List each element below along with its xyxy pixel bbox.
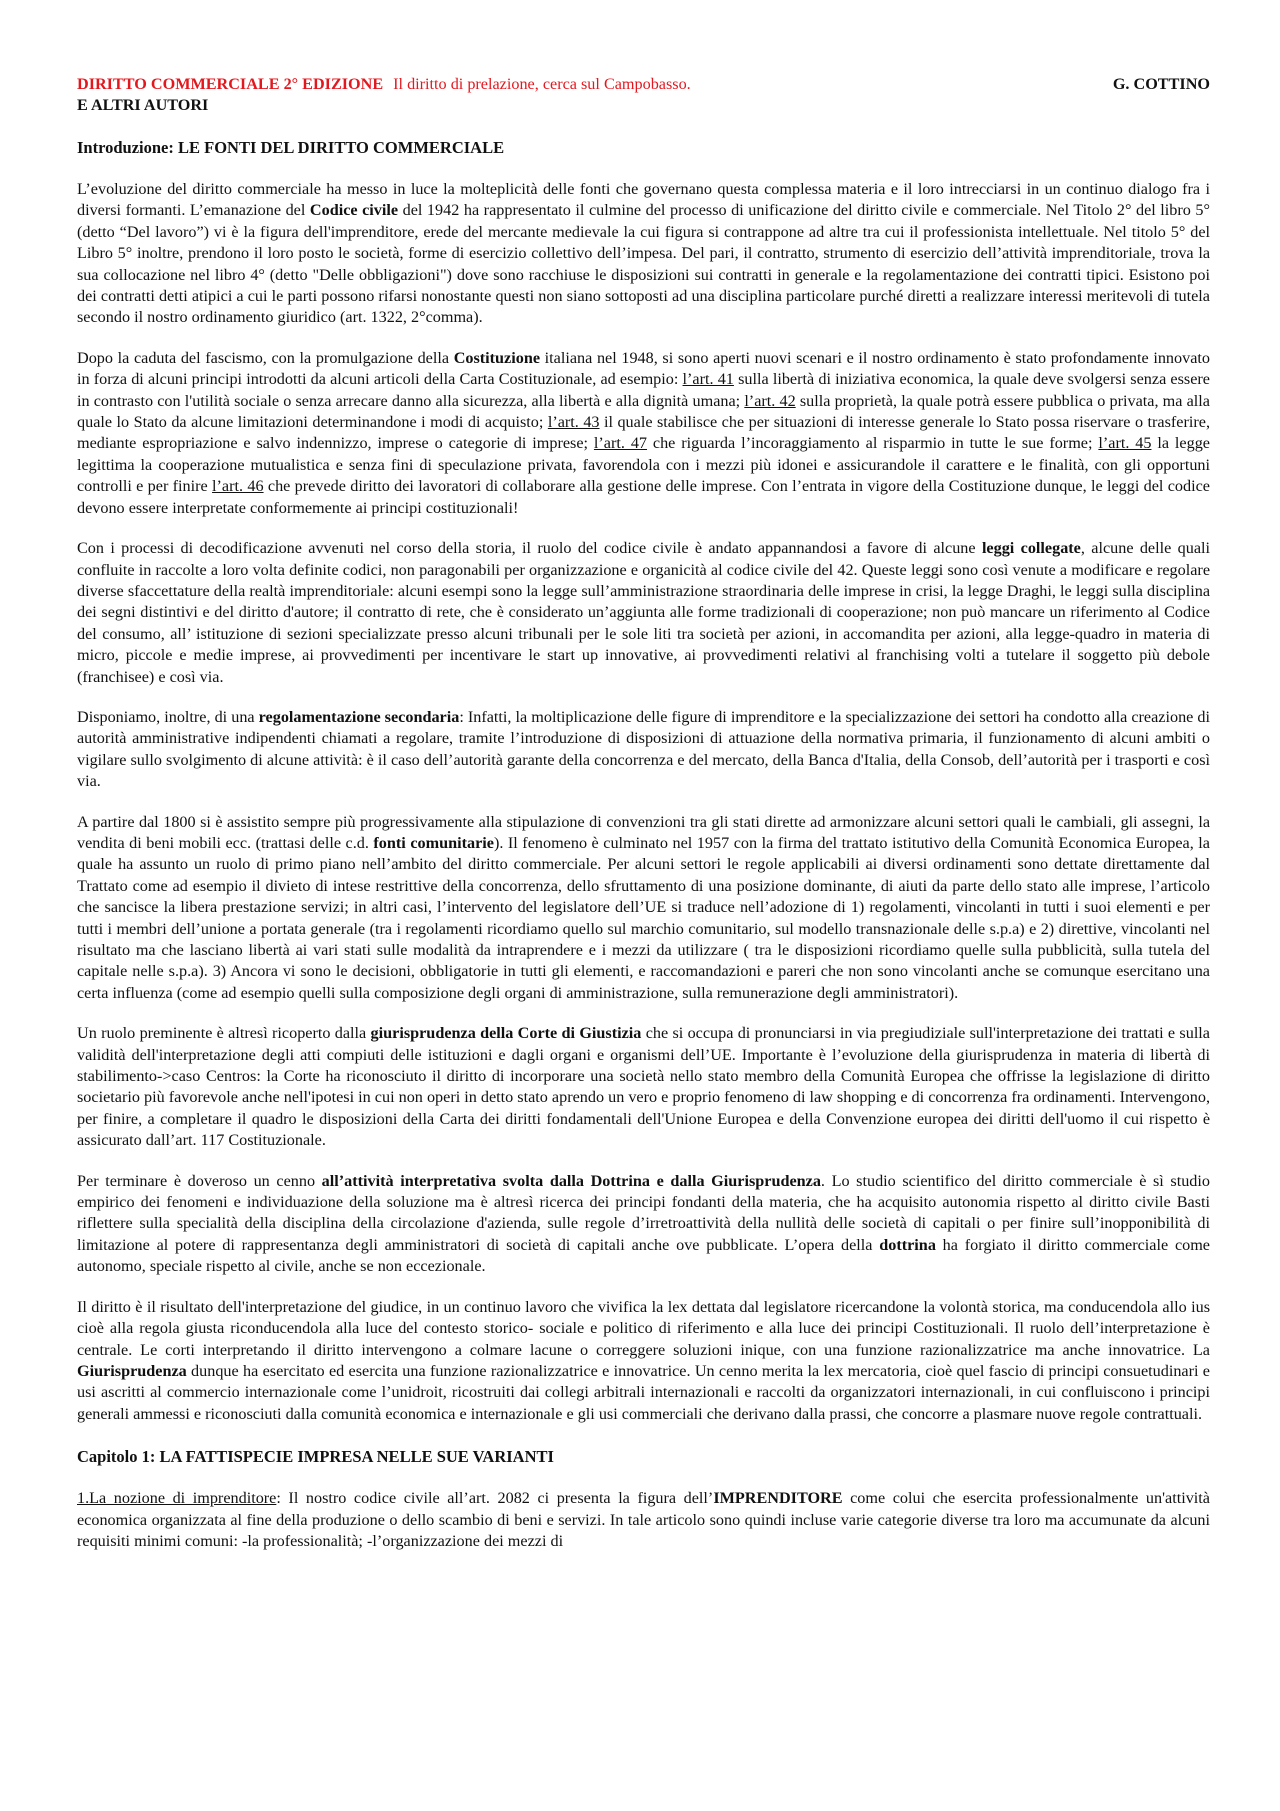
art-47-ref: l’art. 47 [593, 434, 648, 453]
section-title-nozione: 1.La nozione di imprenditore [77, 1489, 277, 1508]
intro-paragraph-7: Per terminare è doveroso un cenno all’attività interpretativa svolta dalla Dottrina e dalla Giurisprudenza. Lo studio scientifico del diritto commerciale è sì studio empirico dei fenomeni e individuazione della soluzione ma è altresì ricerca dei principi fondanti della materia, che ha acquisito autonomia rispetto al diritto civile Basti riflettere sulla specialità della disciplina della circolazione d'azienda, sulle regole d’irretroattività della nullità delle società di capitali o per finire sull’inopponibilità di limitazione al potere di rappresentanza degli amministratori di società di capitali anche ove pubblicate. L’opera della dottrina ha forgiato il diritto commerciale come autonomo, speciale rispetto al civile, anche se non eccezionale. [77, 1171, 1210, 1276]
chapter-1-heading: Capitolo 1: LA FATTISPECIE IMPRESA NELLE SUE VARIANTI [77, 1447, 554, 1467]
intro-paragraph-8: Il diritto è il risultato dell'interpretazione del giudice, in un continuo lavoro che vivifica la lex dettata dal legislatore ricercandone la volontà storica, ma conducendola allo ius cioè alla regola giusta riconducendola alla luce del contesto storico- sociale e politico di riferimento e alla luce dei principi Costituzionali. Il ruolo dell’interpretazione è centrale. Le corti interpretando il diritto intervengono a colmare lacune o correggere soluzioni inique, con una funzione razionalizzatrice ma anche innovatrice. La Giurisprudenza dunque ha esercitato ed esercita una funzione razionalizzatrice e innovatrice. Un cenno merita la lex mercatoria, cioè quel fascio di principi consuetudinari e usi ascritti al commercio internazionale come l’unidroit, ricostruiti dai collegi arbitrali internazionali e raccolti da organizzatori internazionali, in cui confluiscono i principi generali ammessi e riconosciuti dalla comunità economica e internazionale e gli usi commerciali che derivano dalla prassi, che concorre a plasmare nuove regole contrattuali. [77, 1297, 1210, 1423]
art-42-ref: l’art. 42 [744, 391, 796, 410]
intro-paragraph-3: Con i processi di decodificazione avvenuti nel corso della storia, il ruolo del codice civile è andato appannandosi a favore di alcune leggi collegate, alcune delle quali confluite in raccolte a loro volta definite codici, non paragonabili per organizzazione e organicità al codice civile del 42. Queste leggi sono così venute a modificare e regolare diverse sfaccettature della realtà imprenditoriale: alcuni esempi sono la legge sull’amministrazione straordinaria delle imprese in crisi, la legge Draghi, le leggi sulla disciplina dei segni distintivi e del diritto d'autore; il contratto di rete, che è considerato un’aggiunta alle forme tradizionali di cooperazione; non può mancare un riferimento al Codice del consumo, all’ istituzione di sezioni specializzate presso alcuni tribunali per le sole liti tra società per azioni, in accomandita per azioni, alla legge-quadro in materia di micro, piccole e medie imprese, ai provvedimenti per incentivare le start up innovative, ai provvedimenti relativi al franchising volti a tutelare il soggetto più debole (franchisee) e così via. [77, 539, 1211, 686]
document-page [77, 74, 1210, 1571]
document-header [77, 74, 1210, 95]
intro-paragraph-4: Disponiamo, inoltre, di una regolamentazione secondaria: Infatti, la moltiplicazione delle figure di imprenditore e la specializzazione dei settori ha condotto alla creazione di autorità amministrative indipendenti chiamati a regolare, tramite l’introduzione di disposizioni di attuazione della normativa primaria, il funzionamento di alcuni ambiti o vigilare sullo svolgimento di alcune attività: è il caso dell’autorità garante della concorrenza e del mercato, della Banca d'Italia, della Consob, dell’autorità per i trasporti e così via. [77, 707, 1210, 791]
intro-paragraph-1: L’evoluzione del diritto commerciale ha messo in luce la molteplicità delle fonti che governano questa complessa materia e il loro intrecciarsi in un continuo dialogo fra i diversi formanti. L’emanazione del Codice civile del 1942 ha rappresentato il culmine del processo di unificazione del diritto civile e commerciale. Nel Titolo 2° del libro 5° (detto “Del lavoro”) vi è la figura dell'imprenditore, erede del mercante medievale la cui figura si contrappone ad altre tra cui il professionista intellettuale. Nel titolo 5° del Libro 5° inoltre, prendono il loro posto le società, forme di esercizio collettivo dell’impesa. Del pari, il contratto, strumento di esercizio dell’attività imprenditoriale, trova la sua collocazione nel libro 4° (detto "Delle obbligazioni") dove sono racchiuse le disposizioni sui contratti in generale e la regolamentazione dei contratti tipici. Esistono poi dei contratti detti atipici a cui le parti possono rifarsi nonostante questi non siano sottoposti ad una disciplina particolare purché diretti a realizzare interessi meritevoli di tutela secondo il nostro ordinamento giuridico (art. 1322, 2°comma). [77, 180, 1210, 327]
art-46-ref: l’art. 46 [212, 477, 264, 496]
document-title: DIRITTO COMMERCIALE 2° EDIZIONE [77, 75, 384, 93]
intro-paragraph-6: Un ruolo preminente è altresì ricoperto dalla giurisprudenza della Corte di Giustizia che si occupa di pronunciarsi in via pregiudiziale sull'interpretazione dei trattati e sulla validità dell'interpretazione degli atti compiuti delle istituzioni e dagli organi e organismi dell’UE. Importante è l’evoluzione della giurisprudenza in materia di libertà di stabilimento->caso Centros: la Corte ha riconosciuto il diritto di incorporare una società nello stato membro della Comunità Europea che offrisse la legislazione di diritto societario più favorevole anche nell'ipotesi in cui non operi in detto stato aprendo un vero e proprio fenomeno di law shopping e di concorrenza fra ordinamenti. Intervengono, per finire, a completare il quadro le disposizioni della Carta dei diritti fondamentali dell'Unione Europea e della Convenzione europea dei diritti dell'uomo il cui rispetto è assicurato dall’art. 117 Costituzionale. [77, 1024, 1210, 1150]
document-subtitle: Il diritto di prelazione, cerca sul Campobasso. [393, 75, 691, 93]
intro-paragraph-5: A partire dal 1800 si è assistito sempre più progressivamente alla stipulazione di convenzioni tra gli stati dirette ad armonizzare alcuni settori quali le cambiali, gli assegni, la vendita di beni mobili ecc. (trattasi delle c.d. fonti comunitarie). Il fenomeno è culminato nel 1957 con la firma del trattato istitutivo della Comunità Economica Europea, la quale ha assunto un ruolo di primo piano nell’ambito del diritto commerciale. Per alcuni settori le regole applicabili ai diversi ordinamenti sono dettate direttamente dal Trattato come ad esempio il divieto di intese restrittive della concorrenza, dello sfruttamento di una posizione dominante, di aiuti da parte dello stato alle imprese, l’articolo che sancisce la libera prestazione servizi; in altri casi, l’intervento del legislatore dell’UE si traduce nell’adozione di 1) regolamenti, vincolanti in tutti i suoi elementi e per tutti i membri dell’unione a portata generale (tra i regolamenti ricordiamo quello sul marchio comunitario, sul modello transnazionale delle s.p.a) e 2) direttive, vincolanti nel risultato ma che lasciano libertà ai vari stati sulle modalità da intraprendere e i mezzi da utilizzare ( tra le disposizioni ricordiamo quelle sulla pubblicità, sulla tutela del capitale nelle s.p.a). 3) Ancora vi sono le decisioni, obbligatorie in tutti gli elementi, e raccomandazioni e pareri che non sono vincolanti anche se comunque esercitano una certa influenza (come ad esempio quelli sulla composizione degli organi di amministrazione, sulla remunerazione degli amministratori). [77, 812, 1210, 1002]
art-43-ref: l’art. 43 [547, 413, 600, 432]
intro-paragraph-2: Dopo la caduta del fascismo, con la promulgazione della Costituzione italiana nel 1948, si sono aperti nuovi scenari e il nostro ordinamento è stato profondamente innovato in forza di alcuni principi introdotti da alcuni articoli della Carta Costituzionale, ad esempio: l’art. 41 sulla libertà di iniziativa economica, la quale deve svolgersi senza essere in contrasto con l'utilità sociale o senza arrecare danno alla sicurezza, alla libertà e alla dignità umana; l’art. 42 sulla proprietà, la quale potrà essere pubblica o privata, ma alla quale lo Stato da alcune limitazioni determinandone i modi di acquisto; l’art. 43 il quale stabilisce che per situazioni di interesse generale lo Stato possa riservare o trasferire, mediante espropriazione e salvo indennizzo, imprese o categorie di imprese; l’art. 47 che riguarda l’incoraggiamento al risparmio in tutte le sue forme; l’art. 45 la legge legittima la cooperazione mutualistica e senza fini di speculazione privata, favorendola con i mezzi più idonei e assicurandole il carattere e le finalità, con gli opportuni controlli e per finire l’art. 46 che prevede diritto dei lavoratori di collaborare alla gestione delle imprese. Con l’entrata in vigore della Costituzione dunque, le leggi del codice devono essere interpretate conformemente ai principi costituzionali! [77, 348, 1210, 517]
header-title-block [77, 74, 691, 95]
intro-heading: Introduzione: LE FONTI DEL DIRITTO COMMERCIALE [77, 138, 505, 157]
art-45-ref: l’art. 45 [1098, 434, 1152, 453]
other-authors: E ALTRI AUTORI [77, 96, 209, 114]
document-author: G. COTTINO [1112, 75, 1210, 93]
art-41-ref: l’art. 41 [682, 370, 734, 389]
chapter-1-paragraph-1: 1.La nozione di imprenditore: Il nostro codice civile all’art. 2082 ci presenta la figura dell’IMPRENDITORE come colui che esercita professionalmente un'attività economica organizzata al fine della produzione o dello scambio di beni e servizi. In tale articolo sono quindi incluse varie categorie diverse tra loro ma accumunate da alcuni requisiti minimi comuni: -la professionalità; -l’organizzazione dei mezzi di [77, 1489, 1210, 1550]
